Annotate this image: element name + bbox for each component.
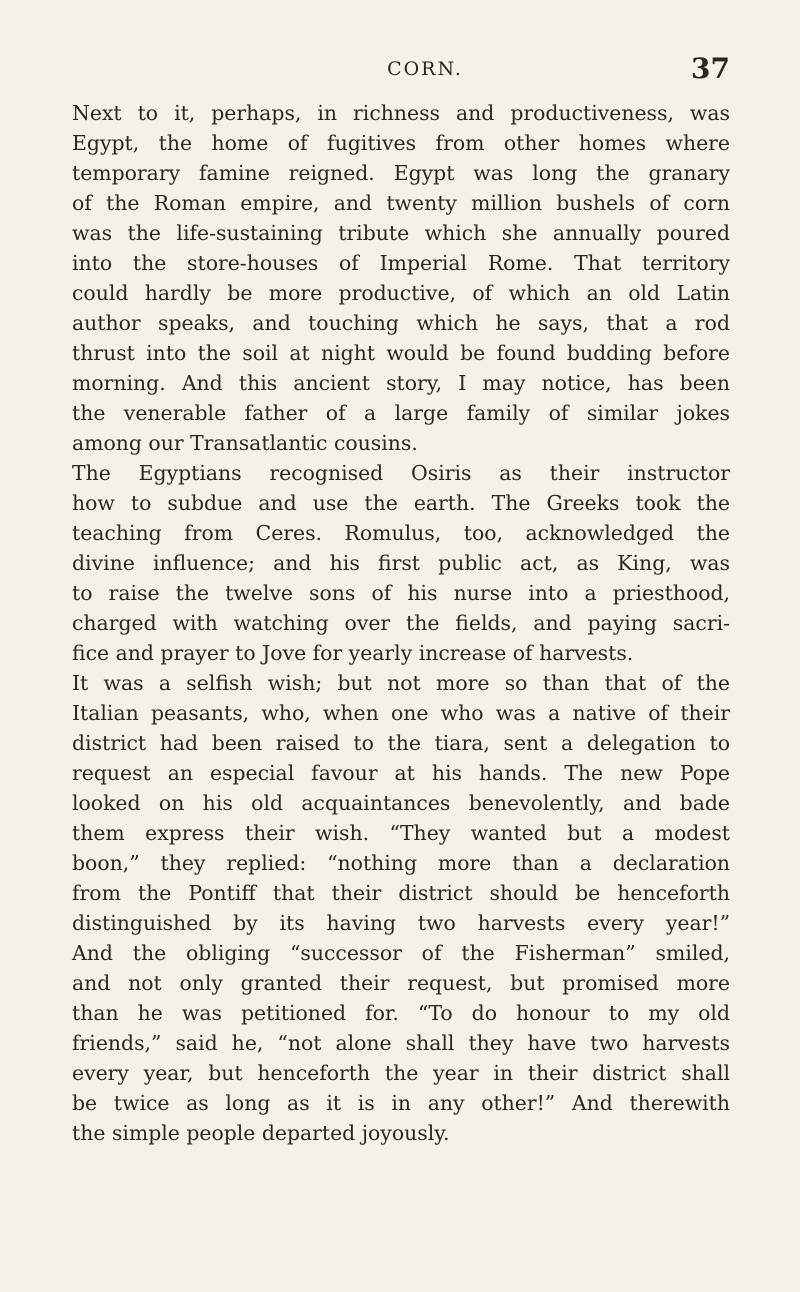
text-line: into the store-houses of Imperial Rome. That territory	[72, 251, 730, 275]
text-line: to raise the twelve sons of his nurse into a priesthood,	[72, 581, 730, 605]
text-line: from the Pontiff that their district should be henceforth	[72, 881, 730, 905]
running-title: CORN.	[387, 58, 463, 80]
text-line: of the Roman empire, and twenty million bushels of corn	[72, 191, 730, 215]
text-line: temporary famine reigned. Egypt was long the granary	[72, 161, 730, 185]
text-line: author speaks, and touching which he says, that a rod	[72, 311, 730, 335]
text-line: distinguished by its having two harvests every year!”	[72, 911, 730, 935]
text-line: boon,” they replied: “nothing more than a declaration	[72, 851, 730, 875]
text-line: fice and prayer to Jove for yearly increase of harvests.	[72, 641, 634, 665]
body-text	[72, 98, 730, 1148]
text-line: charged with watching over the fields, and paying sacri-	[72, 611, 730, 635]
text-line: the venerable father of a large family of similar jokes	[72, 401, 730, 425]
text-line: was the life-sustaining tribute which she annually poured	[72, 221, 730, 245]
text-line: It was a selfish wish; but not more so than that of the	[72, 671, 730, 695]
text-line: could hardly be more productive, of which an old Latin	[72, 281, 730, 305]
text-line: Italian peasants, who, when one who was a native of their	[72, 701, 730, 725]
text-line: how to subdue and use the earth. The Greeks took the	[72, 491, 730, 515]
text-line: Egypt, the home of fugitives from other homes where	[72, 131, 730, 155]
text-line: morning. And this ancient story, I may notice, has been	[72, 371, 730, 395]
text-line: than he was petitioned for. “To do honour to my old	[72, 1001, 730, 1025]
text-line: And the obliging “successor of the Fisherman” smiled,	[72, 941, 730, 965]
text-line: the simple people departed joyously.	[72, 1121, 450, 1145]
text-line: Next to it, perhaps, in richness and productiveness, was	[72, 101, 730, 125]
page-number: 37	[691, 52, 730, 85]
text-line: among our Transatlantic cousins.	[72, 431, 418, 455]
text-line: them express their wish. “They wanted but a modest	[72, 821, 730, 845]
text-line: teaching from Ceres. Romulus, too, acknowledged the	[72, 521, 730, 545]
text-line: district had been raised to the tiara, sent a delegation to	[72, 731, 730, 755]
text-line: thrust into the soil at night would be found budding before	[72, 341, 730, 365]
text-line: be twice as long as it is in any other!” And therewith	[72, 1091, 730, 1115]
text-line: The Egyptians recognised Osiris as their instructor	[72, 461, 730, 485]
text-line: looked on his old acquaintances benevolently, and bade	[72, 791, 730, 815]
text-line: request an especial favour at his hands. The new Pope	[72, 761, 730, 785]
text-line: divine influence; and his first public act, as King, was	[72, 551, 730, 575]
text-line: every year, but henceforth the year in their district shall	[72, 1061, 730, 1085]
running-head	[120, 52, 730, 92]
text-line: and not only granted their request, but promised more	[72, 971, 730, 995]
text-line: friends,” said he, “not alone shall they have two harvests	[72, 1031, 730, 1055]
